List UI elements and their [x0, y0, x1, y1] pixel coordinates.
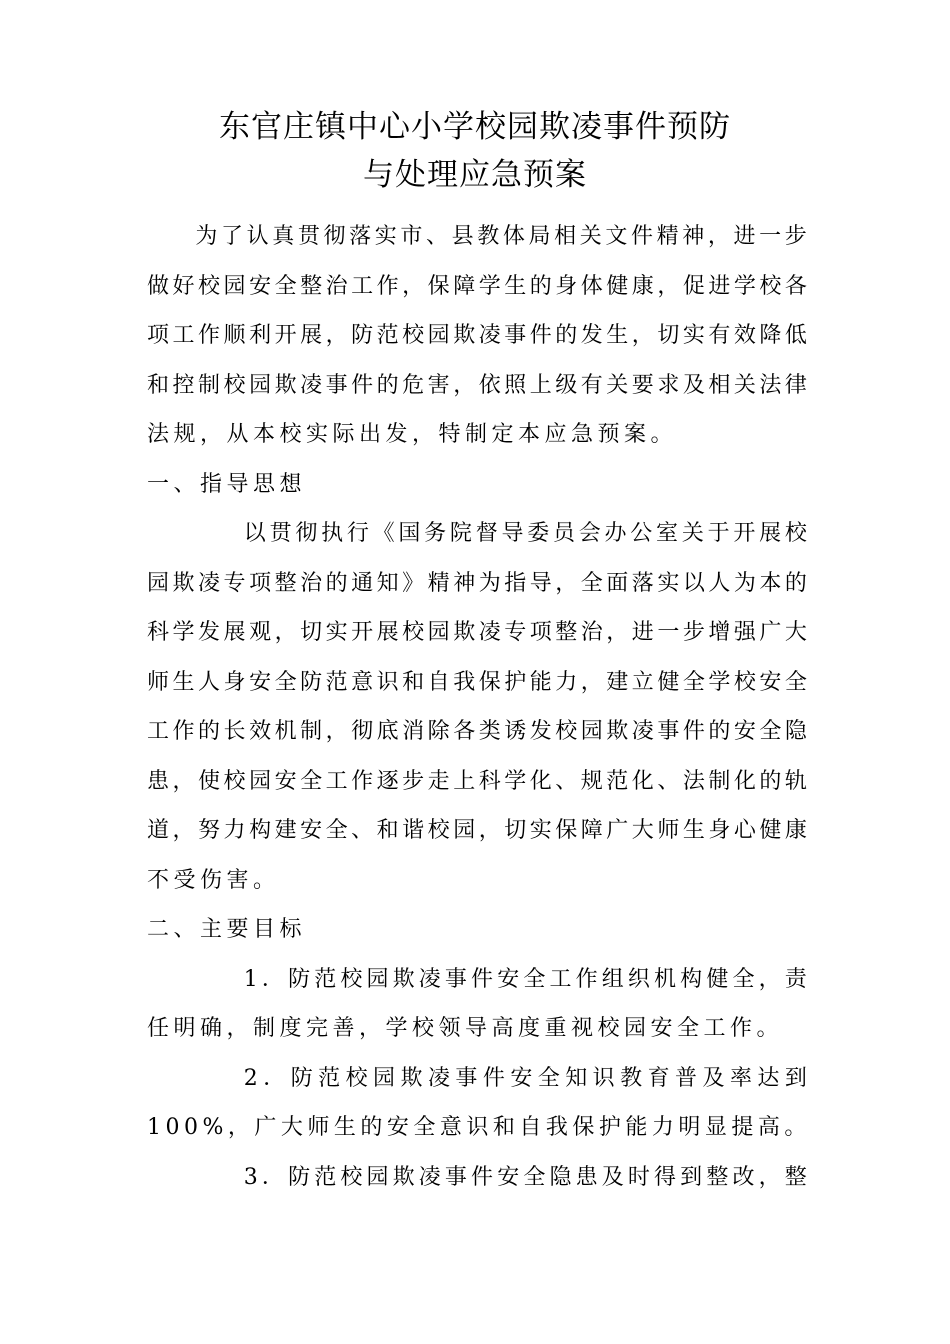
paragraph-line: 园 欺 凌 专 项 整 治 的 通 知 》 精 神 为 指 导 ， 全 面 落 实 以 人 为 本 的 [147, 570, 807, 596]
document-body [147, 212, 811, 1202]
paragraph-line: 不受伤害。 [147, 867, 280, 893]
paragraph-line: 法规，从本校实际出发，特制定本应急预案。 [147, 422, 678, 447]
paragraph-line: 科 学 发 展 观 ， 切 实 开 展 校 园 欺 凌 专 项 整 治 ， 进 一 步 增 强 广 大 [147, 620, 807, 645]
paragraph-line: 师 生 人 身 安 全 防 范 意 识 和 自 我 保 护 能 力 ， 建 立 健 全 学 校 安 全 [147, 669, 807, 695]
paragraph-line: 任明确，制度完善，学校领导高度重视校园安全工作。 [147, 1016, 784, 1041]
paragraph-line: 3 ． 防 范 校 园 欺 凌 事 件 安 全 隐 患 及 时 得 到 整 改 ， 整 [243, 1164, 807, 1190]
paragraph-line: 2 ． 防 范 校 园 欺 凌 事 件 安 全 知 识 教 育 普 及 率 达 到 [243, 1065, 807, 1091]
paragraph-line: 1 ． 防 范 校 园 欺 凌 事 件 安 全 工 作 组 织 机 构 健 全 ， 责 [243, 966, 807, 992]
paragraph-line: 做 好 校 园 安 全 整 治 工 作 ， 保 障 学 生 的 身 体 健 康 ， 促 进 学 校 各 [147, 273, 807, 299]
paragraph-line: 患 ， 使 校 园 安 全 工 作 逐 步 走 上 科 学 化 、 规 范 化 、 法 制 化 的 轨 [147, 768, 807, 794]
paragraph-line: 和 控 制 校 园 欺 凌 事 件 的 危 害 ， 依 照 上 级 有 关 要 求 及 相 关 法 律 [147, 372, 807, 398]
paragraph-line: 一、指导思想 [147, 471, 307, 497]
paragraph-line: 为 了 认 真 贯 彻 落 实 市 、 县 教 体 局 相 关 文 件 精 神 ， 进 一 步 [195, 224, 807, 249]
paragraph-line: 工 作 的 长 效 机 制 ， 彻 底 消 除 各 类 诱 发 校 园 欺 凌 事 件 的 安 全 隐 [147, 719, 807, 744]
paragraph-line: 道 ， 努 力 构 建 安 全 、 和 谐 校 园 ， 切 实 保 障 广 大 师 生 身 心 健 康 [147, 818, 807, 843]
document-title-line-1: 东官庄镇中心小学校园欺凌事件预防 [219, 109, 731, 145]
paragraph-line: 以 贯 彻 执 行 《 国 务 院 督 导 委 员 会 办 公 室 关 于 开 展 校 [243, 521, 807, 546]
document-title-line-2: 与处理应急预案 [363, 157, 587, 193]
paragraph-line: 100%，广大师生的安全意识和自我保护能力明显提高。 [147, 1115, 811, 1140]
paragraph-line: 项 工 作 顺 利 开 展 ， 防 范 校 园 欺 凌 事 件 的 发 生 ， 切 实 有 效 降 低 [147, 323, 807, 348]
paragraph-line: 二、主要目标 [147, 917, 307, 942]
